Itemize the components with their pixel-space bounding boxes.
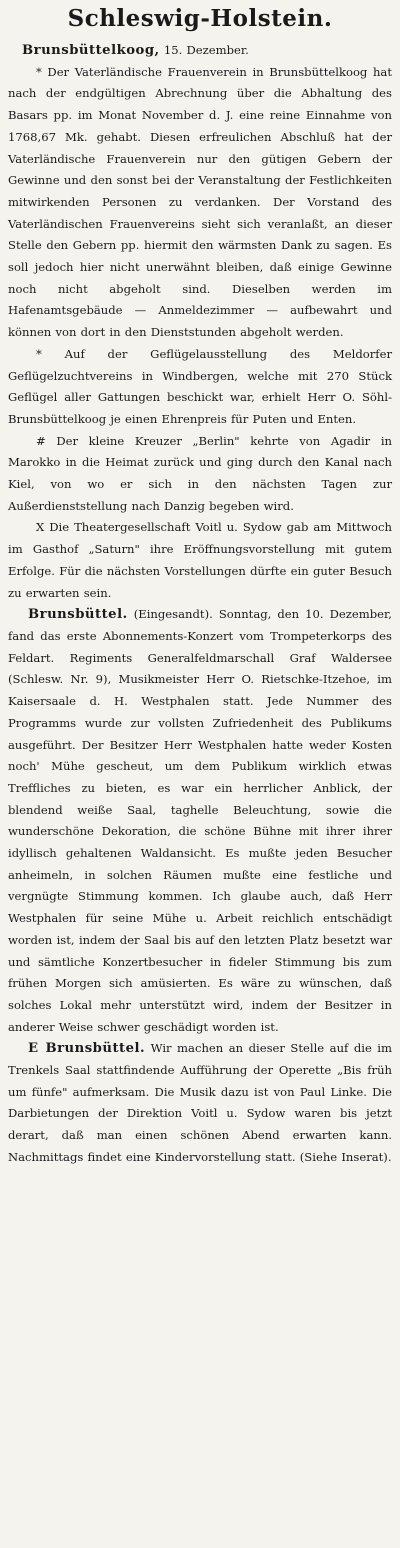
article-gefluegelausstellung	[8, 344, 392, 431]
article-operette	[8, 1038, 392, 1168]
article-body: # Der kleine Kreuzer „Berlin" kehrte von Agadir in Marokko in die Heimat zurück und ging durch den Kanal nach Kiel, von wo er sich in den nächsten Tagen zur Außerdienststellung nach Danzig begeben wird.	[8, 433, 392, 513]
article-lead: E Brunsbüttel.	[28, 1041, 146, 1057]
article-body: Wir machen an dieser Stelle auf die im Trenkels Saal stattfindende Aufführung der Operette „Bis früh um fünfe" aufmerksam. Die Musik dazu ist von Paul Linke. Die Darbietungen der Direktion Voitl u. Sydow waren bis jetzt derart, daß man einen schönen Abend erwarten kann. Nachmittags findet eine Kindervorstellung statt. (Siehe Inserat).	[8, 1041, 392, 1164]
article-body: * Auf der Geflügelausstellung des Meldorfer Geflügelzuchtvereins in Windbergen, welche mit 270 Stück Geflügel aller Gattungen beschickt war, erhielt Herr O. Söhl-Brunsbüttelkoog je einen Ehrenpreis für Puten und Enten.	[8, 346, 392, 426]
article-body: X Die Theatergesellschaft Voitl u. Sydow gab am Mittwoch im Gasthof „Saturn" ihre Eröffnungsvorstellung mit gutem Erfolge. Für die nächsten Vorstellungen dürfte ein guter Besuch zu erwarten sein.	[8, 520, 392, 600]
article-body: 15. Dezember.	[159, 43, 249, 57]
article-body: (Eingesandt). Sonntag, den 10. Dezember, fand das erste Abonnements-Konzert vom Trompeterkorps des Feldart. Regiments Generalfeldmarschall Graf Waldersee (Schlesw. Nr. 9), Musikmeister Herr O. Rietschke-Itzehoe, im Kaisersaale d. H. Westphalen statt. Jede Nummer des Programms wurde zur vollsten Zufriedenheit des Publikums ausgeführt. Der Besitzer Herr Westphalen hatte weder Kosten noch' Mühe gescheut, um dem Publikum wirklich etwas Treffliches zu bieten, es war ein herrlicher Anblick, der blendend weiße Saal, taghelle Beleuchtung, sowie die wunderschöne Dekoration, die schöne Bühne mit ihrer ihrer idyllisch gehaltenen Waldansicht. Es mußte jeden Besucher anheimeln, in solchen Räumen mußte eine festliche und vergnügte Stimmung kommen. Ich glaube auch, daß Herr Westphalen für seine Mühe u. Arbeit reichlich entschädigt worden ist, indem der Saal bis auf den letzten Platz besetzt war und sämtliche Konzertbesucher in fideler Stimmung bis zum frühen Morgen sich amüsierten. Es wäre zu wünschen, daß solches Lokal mehr unterstützt wird, indem der Besitzer in anderer Weise schwer geschädigt worden ist.	[8, 607, 392, 1034]
article-lead: Brunsbüttelkoog,	[22, 43, 160, 58]
article-konzert	[8, 604, 392, 1038]
article-dateline	[8, 40, 392, 62]
section-headline: Schleswig-Holstein.	[67, 5, 333, 32]
article-theatergesellschaft	[8, 517, 392, 604]
article-kreuzer-berlin	[8, 431, 392, 518]
article-frauenverein	[8, 62, 392, 344]
article-body: * Der Vaterländische Frauenverein in Brunsbüttelkoog hat nach der endgültigen Abrechnung über die Abhaltung des Basars pp. im Monat November d. J. eine reine Einnahme von 1768,67 Mk. gehabt. Diesen erfreulichen Abschluß hat der Vaterländische Frauenverein nur den gütigen Gebern der Gewinne und den sonst bei der Veranstaltung der Festlichkeiten mitwirkenden Personen zu verdanken. Der Vorstand des Vaterländischen Frauenvereins sieht sich veranlaßt, an dieser Stelle den Gebern pp. hiermit den wärmsten Dank zu sagen. Es soll jedoch hier nicht unerwähnt bleiben, daß einige Gewinne noch nicht abgeholt sind. Dieselben werden im Hafenamtsgebäude — Anmeldezimmer — aufbewahrt und können von dort in den Dienststunden abgeholt werden.	[8, 64, 392, 340]
article-lead: Brunsbüttel.	[28, 607, 128, 623]
